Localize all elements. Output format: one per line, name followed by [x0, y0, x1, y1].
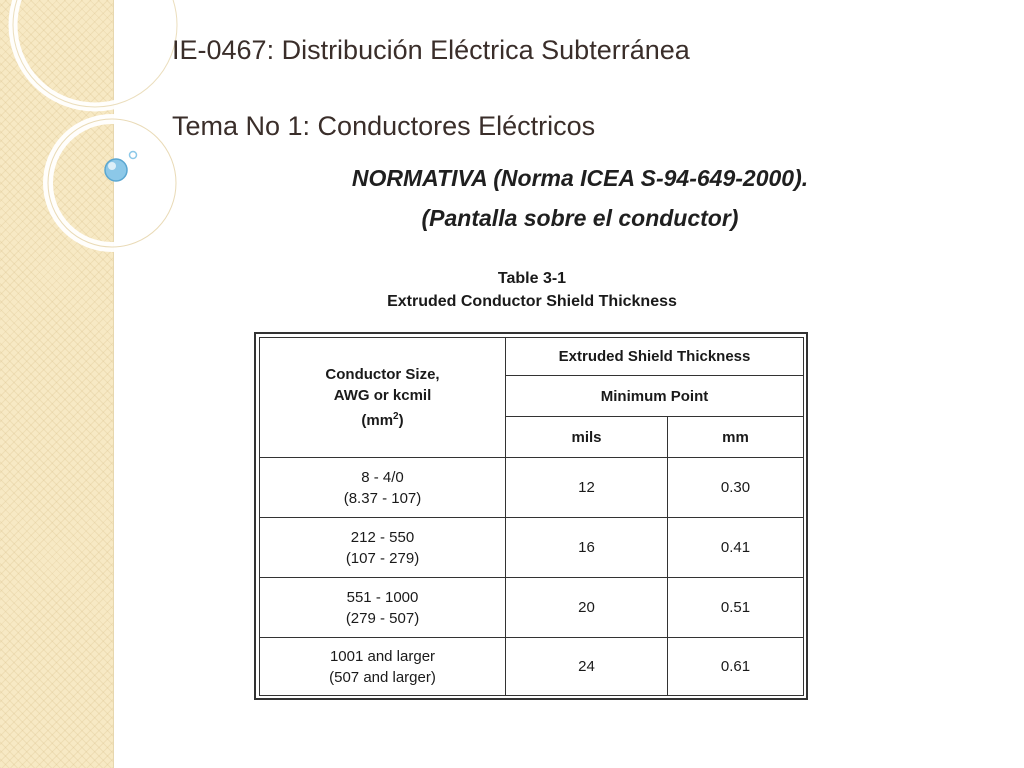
- pantalla-heading: (Pantalla sobre el conductor): [421, 205, 739, 231]
- extruded-thickness-header: Extruded Shield Thickness: [506, 338, 804, 376]
- shield-thickness-table: [254, 332, 808, 700]
- minimum-point-header: Minimum Point: [506, 376, 804, 417]
- spec-table: [259, 337, 804, 696]
- table-caption-number: Table 3-1: [497, 270, 567, 287]
- conductor-size-header: Conductor Size, AWG or kcmil $(mm^2)$: [260, 338, 506, 458]
- bubble-icon: [105, 159, 127, 181]
- small-bubble-icon: [130, 152, 137, 159]
- table-row: 551 - 1000 (279 - 507) 20 0.51: [260, 578, 804, 638]
- table-caption-title: Extruded Conductor Shield Thickness: [387, 293, 677, 310]
- table-row: 8 - 4/0 (8.37 - 107) 12 0.30: [260, 458, 804, 518]
- slide-title: IE-0467: Distribución Eléctrica Subterránea: [172, 35, 690, 65]
- table-row: 1001 and larger (507 and larger) 24 0.61: [260, 638, 804, 696]
- slide-topic: Tema No 1: Conductores Eléctricos: [172, 111, 596, 141]
- normativa-heading: NORMATIVA (Norma ICEA S-94-649-2000).: [351, 165, 809, 191]
- table-row: 212 - 550 (107 - 279) 16 0.41: [260, 518, 804, 578]
- mils-header: mils: [506, 417, 668, 458]
- decorative-rings: [0, 0, 200, 300]
- mm-header: mm: [668, 417, 804, 458]
